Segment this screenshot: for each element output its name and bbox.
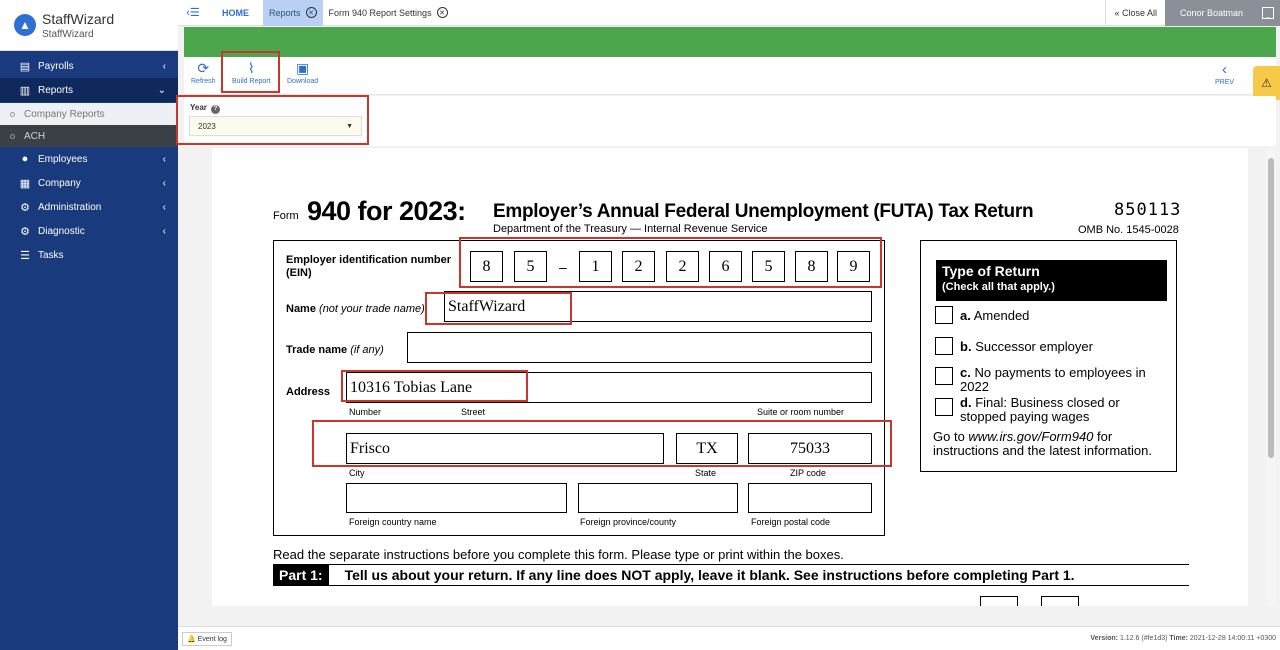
version-label: Version: bbox=[1090, 635, 1119, 642]
chevron-left-icon: ‹ bbox=[162, 60, 166, 72]
foreign-country-sublabel: Foreign country name bbox=[349, 517, 437, 527]
ein-digit[interactable]: 6 bbox=[709, 251, 742, 282]
ein-suffix: (EIN) bbox=[286, 267, 312, 279]
trade-name-field[interactable] bbox=[407, 332, 872, 363]
tab-reports[interactable] bbox=[263, 0, 323, 26]
sidebar-item-label: Company bbox=[38, 177, 81, 189]
option-text: Amended bbox=[973, 308, 1030, 323]
subitem-label: ACH bbox=[24, 130, 46, 142]
ein-digit[interactable]: 8 bbox=[795, 251, 828, 282]
type-subtitle: (Check all that apply.) bbox=[942, 281, 1055, 293]
ein-digit[interactable]: 5 bbox=[752, 251, 785, 282]
tab-bar bbox=[178, 0, 1280, 26]
sidebar-item-label: Employees bbox=[38, 153, 88, 165]
year-value: 2023 bbox=[198, 121, 216, 131]
option-final bbox=[960, 396, 1160, 424]
goto-prefix: Go to bbox=[933, 429, 965, 444]
year-label bbox=[190, 103, 220, 114]
foreign-postal-sublabel: Foreign postal code bbox=[751, 517, 831, 527]
refresh-label: Refresh bbox=[191, 78, 216, 85]
gear-icon: ⚙ bbox=[20, 201, 30, 214]
sidebar-item-reports[interactable] bbox=[0, 78, 178, 102]
sidebar-item-label: Administration bbox=[38, 201, 102, 213]
year-label-text: Year bbox=[190, 103, 207, 112]
refresh-button[interactable] bbox=[191, 60, 216, 85]
event-log-button[interactable]: 🔔 Event log bbox=[182, 632, 232, 646]
option-text: Successor employer bbox=[975, 339, 1093, 354]
sidebar-item-label: Diagnostic bbox=[38, 225, 85, 237]
zip-sublabel: ZIP code bbox=[790, 468, 826, 478]
ein-digit[interactable]: 9 bbox=[837, 251, 870, 282]
read-instructions-note: Read the separate instructions before you complete this form. Please type or print within the boxes. bbox=[273, 547, 844, 562]
time-value: 2021-12-28 14:00:11 +0300 bbox=[1189, 635, 1276, 642]
trade-label-text: Trade name bbox=[286, 344, 348, 356]
user-name: Conor Boatman bbox=[1180, 7, 1244, 18]
user-menu[interactable] bbox=[1165, 0, 1280, 26]
part1-text: Tell us about your return. If any line does NOT apply, leave it blank. See instructions before completing Part 1. bbox=[344, 567, 1075, 583]
sidebar-item-label: Reports bbox=[38, 84, 74, 96]
ein-digit[interactable]: 5 bbox=[514, 251, 547, 282]
prev-button[interactable] bbox=[1215, 61, 1234, 86]
list-icon: ☰ bbox=[20, 249, 30, 262]
download-label: Download bbox=[287, 78, 319, 85]
ein-digit[interactable]: 2 bbox=[666, 251, 699, 282]
build-report-button[interactable] bbox=[232, 60, 271, 85]
download-button[interactable] bbox=[287, 60, 318, 85]
circle-icon bbox=[10, 134, 15, 139]
gear-icon: ⚙ bbox=[20, 225, 30, 238]
irs-link[interactable]: www.irs.gov/Form940 bbox=[968, 429, 1094, 444]
event-log-label: Event log bbox=[197, 636, 227, 643]
document-scrollbar[interactable] bbox=[1266, 148, 1276, 606]
tab-label: Reports bbox=[269, 7, 301, 18]
street-field[interactable]: 10316 Tobias Lane bbox=[346, 372, 872, 403]
sidebar bbox=[0, 0, 178, 650]
prev-label: PREV bbox=[1214, 79, 1234, 86]
street-sublabel: Street bbox=[461, 407, 486, 417]
toolbar bbox=[184, 57, 1276, 95]
tab-label: Form 940 Report Settings bbox=[328, 7, 432, 18]
option-letter: a. bbox=[960, 308, 971, 323]
suite-sublabel: Suite or room number bbox=[757, 407, 845, 417]
goto-instructions bbox=[933, 430, 1173, 458]
option-no-payments bbox=[960, 366, 1160, 394]
ein-digit[interactable]: 1 bbox=[579, 251, 612, 282]
year-select[interactable] bbox=[189, 116, 362, 136]
sidebar-item-diagnostic[interactable] bbox=[0, 219, 178, 243]
final-checkbox[interactable] bbox=[935, 398, 953, 416]
city-field[interactable]: Frisco bbox=[346, 433, 664, 464]
state-sublabel: State bbox=[695, 468, 717, 478]
omb-number: OMB No. 1545-0028 bbox=[1078, 224, 1179, 236]
chevron-left-icon: ‹ bbox=[162, 153, 166, 165]
refresh-icon: ⟳ bbox=[197, 60, 210, 76]
option-text: Final: Business closed or stopped paying wages bbox=[960, 395, 1120, 424]
sidebar-subitem-company-reports[interactable] bbox=[0, 103, 178, 125]
sidebar-item-label: Payrolls bbox=[38, 60, 74, 72]
time-label: Time: bbox=[1169, 635, 1188, 642]
sidebar-item-employees[interactable] bbox=[0, 147, 178, 171]
department: Department of the Treasury — Internal Revenue Service bbox=[493, 223, 768, 235]
status-banner bbox=[184, 27, 1276, 57]
report-icon: ▥ bbox=[19, 84, 31, 97]
version-value: 1.12.6 (#fe1d3) bbox=[1119, 635, 1168, 642]
close-tab-icon[interactable]: ✕ bbox=[437, 7, 448, 18]
foreign-province-field[interactable] bbox=[578, 483, 738, 513]
sidebar-item-tasks[interactable] bbox=[0, 243, 178, 267]
assistant-icon[interactable]: ⚠ bbox=[1253, 66, 1280, 100]
users-icon: ● bbox=[21, 153, 29, 165]
collapse-menu-icon[interactable]: ‹☰ bbox=[186, 7, 200, 19]
line-box[interactable] bbox=[980, 596, 1018, 606]
line-box[interactable] bbox=[1041, 596, 1079, 606]
footer bbox=[178, 626, 1280, 650]
trade-label bbox=[286, 344, 384, 356]
type-title: Type of Return bbox=[942, 263, 1040, 279]
chevron-down-icon: ⌄ bbox=[157, 84, 166, 96]
ein-label-text: Employer identification number bbox=[286, 254, 452, 266]
city-sublabel: City bbox=[349, 468, 365, 478]
brand-subtitle: StaffWizard bbox=[42, 28, 94, 40]
circle-icon bbox=[10, 112, 15, 117]
chevron-left-icon: ‹ bbox=[162, 177, 166, 189]
successor-checkbox[interactable] bbox=[935, 337, 953, 355]
ein-digit[interactable]: 8 bbox=[470, 251, 503, 282]
option-letter: c. bbox=[960, 365, 971, 380]
chevron-left-icon: ‹ bbox=[162, 225, 166, 237]
tab-form-940-settings[interactable] bbox=[323, 0, 454, 26]
subitem-label: Company Reports bbox=[24, 108, 105, 120]
goto-suffix: for instructions and the latest information. bbox=[933, 429, 1152, 458]
option-amended bbox=[960, 309, 1160, 323]
option-text: No payments to employees in 2022 bbox=[960, 365, 1146, 394]
scrollbar-thumb[interactable] bbox=[1268, 158, 1274, 458]
number-sublabel: Number bbox=[349, 407, 382, 417]
no-payments-checkbox[interactable] bbox=[935, 367, 953, 385]
wizard-logo-icon: ▲ bbox=[14, 14, 36, 36]
sidebar-item-payrolls[interactable] bbox=[0, 54, 178, 78]
year-panel bbox=[184, 96, 1276, 146]
sidebar-item-label: Tasks bbox=[38, 249, 64, 261]
ein-digit[interactable]: 2 bbox=[622, 251, 655, 282]
name-label-text: Name bbox=[286, 303, 316, 315]
close-tab-icon[interactable]: ✕ bbox=[306, 7, 317, 18]
sidebar-item-administration[interactable] bbox=[0, 195, 178, 219]
brand[interactable] bbox=[0, 0, 178, 51]
ein-dash: – bbox=[559, 259, 567, 275]
close-all-label: Close All bbox=[1121, 7, 1157, 18]
state-field[interactable]: TX bbox=[676, 433, 738, 464]
caret-down-icon: ▼ bbox=[346, 122, 353, 130]
chevron-left-icon: ‹ bbox=[162, 201, 166, 213]
part1-header bbox=[273, 564, 1189, 586]
form-main-title: Employer’s Annual Federal Unemployment (FUTA) Tax Return bbox=[493, 201, 1034, 222]
trade-hint: (if any) bbox=[350, 344, 384, 356]
ein-label bbox=[286, 254, 451, 280]
address-label bbox=[286, 386, 330, 398]
sidebar-item-company[interactable] bbox=[0, 171, 178, 195]
type-of-return-header bbox=[936, 260, 1167, 301]
foreign-postal-field[interactable] bbox=[748, 483, 872, 513]
address-label-text: Address bbox=[286, 386, 331, 398]
zip-field[interactable]: 75033 bbox=[748, 433, 872, 464]
option-letter: b. bbox=[960, 339, 972, 354]
chart-icon: ⌇ bbox=[247, 60, 255, 76]
foreign-province-sublabel: Foreign province/county bbox=[580, 517, 677, 527]
name-hint: (not your trade name) bbox=[319, 303, 425, 315]
tab-home[interactable]: HOME bbox=[222, 7, 249, 18]
build-report-label: Build Report bbox=[232, 78, 271, 85]
version-info bbox=[1090, 635, 1276, 642]
form-code: 850113 bbox=[1114, 200, 1182, 220]
option-letter: d. bbox=[960, 395, 972, 410]
chevron-left-icon: ‹ bbox=[1221, 61, 1227, 78]
form-number-title: 940 for 2023: bbox=[307, 196, 466, 226]
document-icon: ▤ bbox=[19, 60, 31, 73]
part1-tag: Part 1: bbox=[273, 565, 329, 585]
type-of-return-box bbox=[920, 240, 1177, 472]
form-940-preview bbox=[212, 148, 1248, 606]
sidebar-subitem-ach[interactable] bbox=[0, 125, 178, 147]
building-icon: ▦ bbox=[19, 177, 31, 190]
brand-title: StaffWizard bbox=[42, 10, 115, 27]
amended-checkbox[interactable] bbox=[935, 306, 953, 324]
option-successor bbox=[960, 340, 1160, 354]
form-word: Form bbox=[273, 210, 299, 222]
close-all-button[interactable]: « Close All bbox=[1105, 0, 1165, 26]
help-icon[interactable]: ? bbox=[211, 105, 220, 114]
save-icon: ▣ bbox=[295, 60, 310, 76]
name-field[interactable]: StaffWizard bbox=[444, 291, 872, 322]
name-label bbox=[286, 303, 425, 315]
foreign-country-field[interactable] bbox=[346, 483, 567, 513]
minimize-icon[interactable]: _ bbox=[1262, 7, 1274, 19]
